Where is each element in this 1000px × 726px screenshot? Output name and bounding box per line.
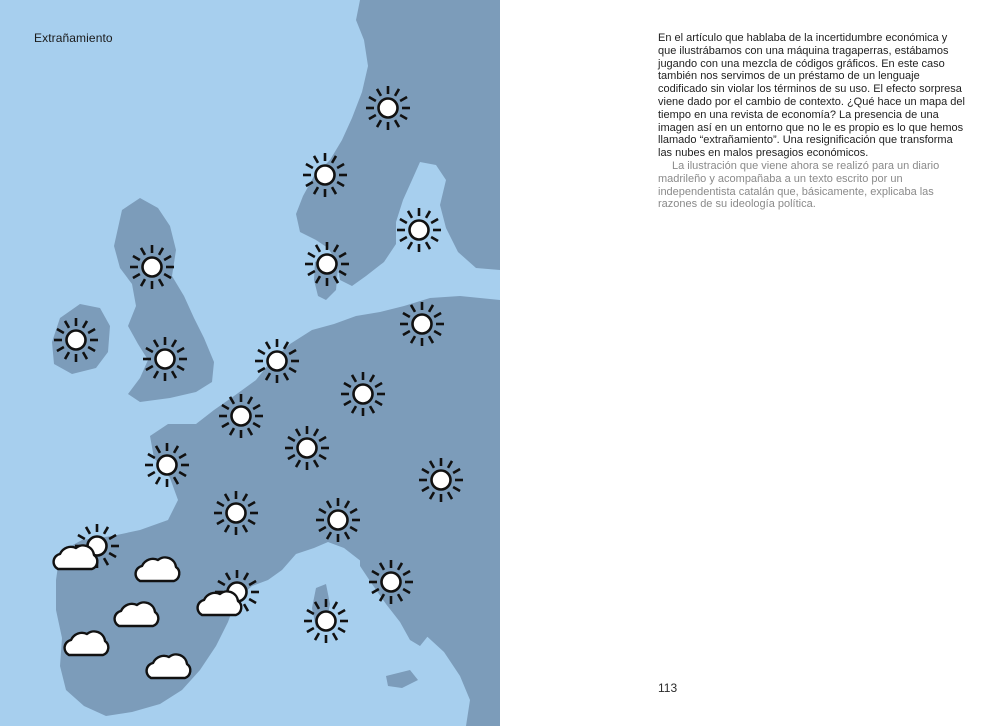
paragraph-1: En el artículo que hablaba de la incertidumbre económica y que ilustrábamos con una máquina tragaperras, estábamos jugando con una mezcla de códigos gráficos. En este caso también nos servimos de un préstamo de un lenguaje codificado sin violar los términos de su uso. El efecto sorpresa viene dado por el cambio de contexto. ¿Qué hace un mapa del tiempo en una revista de economía? La presencia de una imagen así en un entorno que no le es propio es lo que hemos llamado “extrañamiento”. Una resignificación que transforma las nubes en malos presagios económicos.: [658, 32, 965, 160]
cloud-icon: [54, 545, 98, 569]
right-page-text: [500, 0, 1000, 726]
paragraph-2: La ilustración que viene ahora se realizó para un diario madrileño y acompañaba a un texto escrito por un independentista catalán que, básicamente, explicaba las razones de su ideología política.: [658, 159, 940, 211]
sun-icon: [397, 208, 441, 252]
body-text: [658, 32, 966, 211]
great-britain-landmass: [114, 198, 214, 402]
page-number: 113: [658, 681, 678, 695]
section-label: Extrañamiento: [34, 31, 113, 45]
sicily-landmass: [386, 670, 418, 688]
sun-icon: [304, 599, 348, 643]
